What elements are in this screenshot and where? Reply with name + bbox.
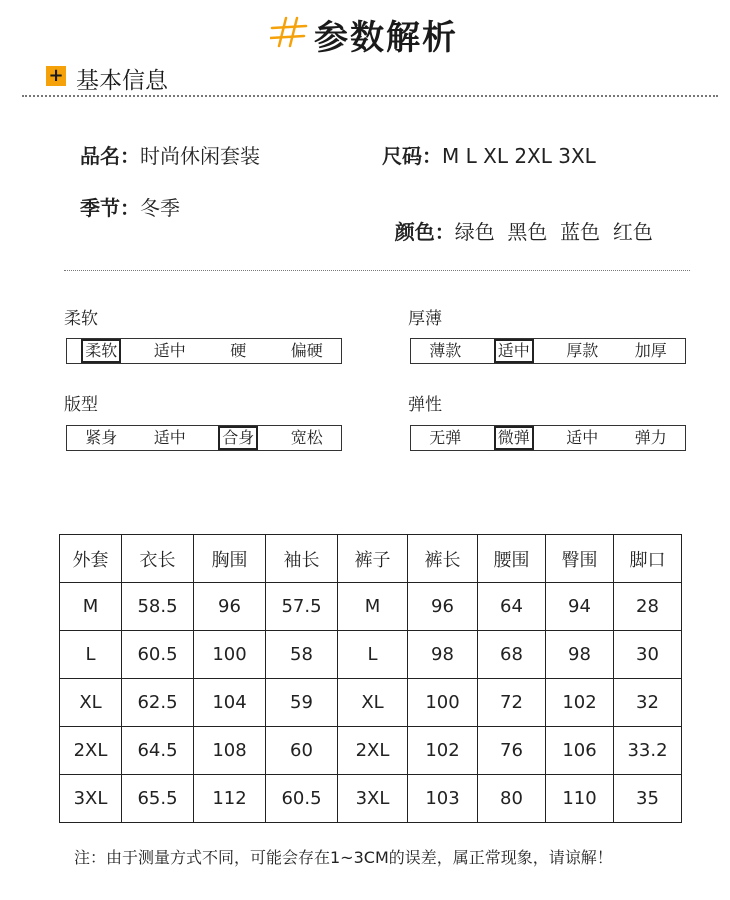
scale-option-label: 加厚 xyxy=(634,341,667,360)
scale-option xyxy=(480,339,549,363)
dotted-divider xyxy=(64,270,690,271)
table-cell: 102 xyxy=(546,679,614,727)
table-cell: 64.5 xyxy=(122,727,194,775)
table-cell: 60.5 xyxy=(122,631,194,679)
table-cell: 96 xyxy=(408,583,478,631)
info-label: 尺码： xyxy=(382,144,442,168)
scale-thickness xyxy=(410,338,686,364)
info-season xyxy=(80,192,180,221)
table-cell: 60 xyxy=(266,727,338,775)
section-title: 基本信息 xyxy=(76,68,168,94)
table-cell: L xyxy=(338,631,408,679)
scale-fit xyxy=(66,425,342,451)
info-label: 品名： xyxy=(80,144,140,168)
size-table xyxy=(59,534,682,823)
table-row xyxy=(60,679,682,727)
scale-option-label: 偏硬 xyxy=(290,341,323,360)
scale-option-label: 适中 xyxy=(566,428,599,447)
dotted-divider xyxy=(22,95,718,97)
scale-label-thickness: 厚薄 xyxy=(408,309,442,329)
info-colors xyxy=(382,192,653,245)
scale-option xyxy=(136,339,205,363)
table-header-cell: 裤子 xyxy=(338,535,408,583)
table-cell: 3XL xyxy=(338,775,408,823)
table-cell: 110 xyxy=(546,775,614,823)
table-row xyxy=(60,727,682,775)
table-cell: 62.5 xyxy=(122,679,194,727)
scale-option xyxy=(204,339,273,363)
table-cell: XL xyxy=(338,679,408,727)
table-row xyxy=(60,631,682,679)
table-cell: 103 xyxy=(408,775,478,823)
scale-elasticity xyxy=(410,425,686,451)
table-cell: 108 xyxy=(194,727,266,775)
table-header-cell: 外套 xyxy=(60,535,122,583)
table-header-cell: 衣长 xyxy=(122,535,194,583)
table-cell: 28 xyxy=(614,583,682,631)
scale-option-label: 紧身 xyxy=(85,428,118,447)
scale-option-label: 厚款 xyxy=(566,341,599,360)
info-label: 颜色： xyxy=(394,220,455,244)
table-cell: 98 xyxy=(408,631,478,679)
scale-option xyxy=(204,426,273,450)
scale-option xyxy=(273,339,342,363)
measurement-note: 注：由于测量方式不同，可能会存在1~3CM的误差，属正常现象，请谅解！ xyxy=(74,848,613,867)
table-cell: 80 xyxy=(478,775,546,823)
scale-option-label: 薄款 xyxy=(429,341,462,360)
info-product-name xyxy=(80,140,260,169)
table-row xyxy=(60,775,682,823)
table-cell: 33.2 xyxy=(614,727,682,775)
info-value: M L XL 2XL 3XL xyxy=(442,144,596,168)
table-cell: 106 xyxy=(546,727,614,775)
page-title: 参数解析 xyxy=(314,18,458,58)
scale-option xyxy=(67,339,136,363)
scale-option-label: 适中 xyxy=(153,341,186,360)
scale-option xyxy=(548,426,617,450)
table-cell: 76 xyxy=(478,727,546,775)
scale-option-selected: 柔软 xyxy=(81,339,121,363)
scale-option xyxy=(617,339,686,363)
scale-softness xyxy=(66,338,342,364)
scale-option xyxy=(273,426,342,450)
table-row xyxy=(60,583,682,631)
info-value: 时尚休闲套装 xyxy=(140,144,260,168)
table-cell: M xyxy=(60,583,122,631)
table-cell: 59 xyxy=(266,679,338,727)
table-cell: 100 xyxy=(194,631,266,679)
scale-option xyxy=(136,426,205,450)
table-header-cell: 胸围 xyxy=(194,535,266,583)
table-cell: 102 xyxy=(408,727,478,775)
table-cell: XL xyxy=(60,679,122,727)
scale-label-softness: 柔软 xyxy=(64,309,98,329)
hash-decoration-icon xyxy=(270,16,308,48)
table-header-cell: 袖长 xyxy=(266,535,338,583)
table-header-cell: 臀围 xyxy=(546,535,614,583)
table-cell: 60.5 xyxy=(266,775,338,823)
table-cell: 72 xyxy=(478,679,546,727)
table-cell: 57.5 xyxy=(266,583,338,631)
table-cell: 58.5 xyxy=(122,583,194,631)
scale-option xyxy=(617,426,686,450)
scale-option-label: 硬 xyxy=(230,341,247,360)
table-header-cell: 裤长 xyxy=(408,535,478,583)
scale-option xyxy=(67,426,136,450)
table-cell: 30 xyxy=(614,631,682,679)
table-cell: 58 xyxy=(266,631,338,679)
scale-option-selected: 合身 xyxy=(218,426,258,450)
info-value: 绿色 黑色 蓝色 红色 xyxy=(454,220,653,244)
scale-option-selected: 适中 xyxy=(494,339,534,363)
info-value: 冬季 xyxy=(140,196,180,220)
plus-icon: + xyxy=(46,66,66,86)
info-sizes xyxy=(382,140,596,169)
table-cell: 68 xyxy=(478,631,546,679)
table-cell: 104 xyxy=(194,679,266,727)
scale-option-label: 适中 xyxy=(153,428,186,447)
table-cell: 112 xyxy=(194,775,266,823)
table-header-cell: 脚口 xyxy=(614,535,682,583)
table-cell: 35 xyxy=(614,775,682,823)
scale-option-selected: 微弹 xyxy=(494,426,534,450)
table-cell: 94 xyxy=(546,583,614,631)
table-cell: 100 xyxy=(408,679,478,727)
scale-option-label: 弹力 xyxy=(634,428,667,447)
table-cell: 32 xyxy=(614,679,682,727)
table-cell: 65.5 xyxy=(122,775,194,823)
table-cell: 98 xyxy=(546,631,614,679)
table-cell: 2XL xyxy=(338,727,408,775)
scale-option-label: 无弹 xyxy=(429,428,462,447)
table-cell: M xyxy=(338,583,408,631)
table-cell: 64 xyxy=(478,583,546,631)
table-cell: 3XL xyxy=(60,775,122,823)
table-cell: 96 xyxy=(194,583,266,631)
scale-option xyxy=(548,339,617,363)
scale-label-fit: 版型 xyxy=(64,395,98,415)
scale-option xyxy=(411,426,480,450)
table-cell: L xyxy=(60,631,122,679)
info-label: 季节： xyxy=(80,196,140,220)
scale-label-elasticity: 弹性 xyxy=(408,395,442,415)
scale-option-label: 宽松 xyxy=(290,428,323,447)
table-header-row xyxy=(60,535,682,583)
table-cell: 2XL xyxy=(60,727,122,775)
scale-option xyxy=(411,339,480,363)
table-header-cell: 腰围 xyxy=(478,535,546,583)
scale-option xyxy=(480,426,549,450)
